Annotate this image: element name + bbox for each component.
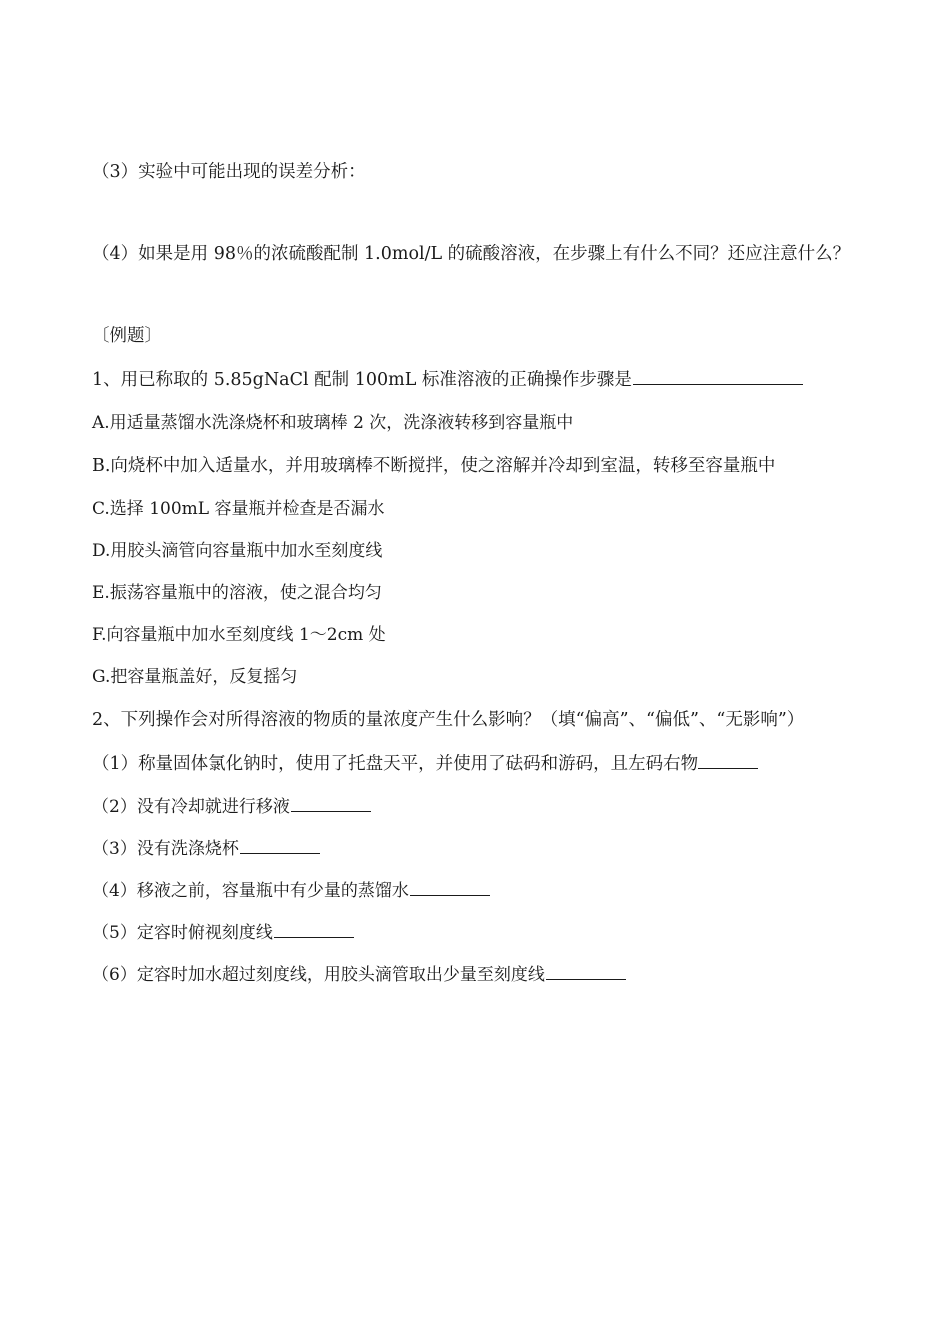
item-2-stem: 2、下列操作会对所得溶液的物质的量浓度产生什么影响？（填“偏高”、“偏低”、“无影响”） <box>92 710 805 730</box>
item-2-sub-4 <box>92 870 858 912</box>
section-heading-examples: 〔例题〕 <box>92 326 162 346</box>
item-1-stem <box>92 358 858 402</box>
item-2-sub-3-text: （3）没有洗涤烧杯 <box>92 839 239 859</box>
answer-blank <box>274 921 354 938</box>
item-2-sub-4-text: （4）移液之前，容量瓶中有少量的蒸馏水 <box>92 881 409 901</box>
item-2-sub-6-text: （6）定容时加水超过刻度线，用胶头滴管取出少量至刻度线 <box>92 965 545 985</box>
answer-blank <box>410 879 490 896</box>
option-g: G.把容量瓶盖好，反复摇匀 <box>92 667 298 687</box>
item-2-sub-3 <box>92 828 858 870</box>
question-3: （3）实验中可能出现的误差分析： <box>92 162 366 182</box>
option-c: C.选择 100mL 容量瓶并检查是否漏水 <box>92 499 385 519</box>
item-2-sub-1-text: （1）称量固体氯化钠时，使用了托盘天平，并使用了砝码和游码，且左码右物 <box>92 754 699 774</box>
item-2-sub-5-text: （5）定容时俯视刻度线 <box>92 923 273 943</box>
document-body <box>92 150 858 996</box>
answer-blank <box>633 367 803 385</box>
item-1-stem-text: 1、用已称取的 5.85gNaCl 配制 100mL 标准溶液的正确操作步骤是 <box>92 370 632 390</box>
item-2-sub-2-text: （2）没有冷却就进行移液 <box>92 797 290 817</box>
item-2-sub-2 <box>92 786 858 828</box>
spacer <box>92 276 858 314</box>
question-4: （4）如果是用 98％的浓硫酸配制 1.0mol/L 的硫酸溶液，在步骤上有什么不同？还应注意什么？ <box>92 244 851 264</box>
answer-blank <box>291 795 371 812</box>
option-d: D.用胶头滴管向容量瓶中加水至刻度线 <box>92 541 383 561</box>
item-2-sub-6 <box>92 954 858 996</box>
answer-blank <box>698 751 758 769</box>
option-a: A.用适量蒸馏水洗涤烧杯和玻璃棒 2 次，洗涤液转移到容量瓶中 <box>92 413 574 433</box>
option-f: F.向容量瓶中加水至刻度线 1～2cm 处 <box>92 625 386 645</box>
item-2-sub-1 <box>92 742 858 786</box>
option-e: E.振荡容量瓶中的溶液，使之混合均匀 <box>92 583 382 603</box>
option-b: B.向烧杯中加入适量水，并用玻璃棒不断搅拌，使之溶解并冷却到室温，转移至容量瓶中 <box>92 456 776 476</box>
answer-blank <box>546 963 626 980</box>
answer-blank <box>240 837 320 854</box>
spacer <box>92 194 858 232</box>
item-2-sub-5 <box>92 912 858 954</box>
